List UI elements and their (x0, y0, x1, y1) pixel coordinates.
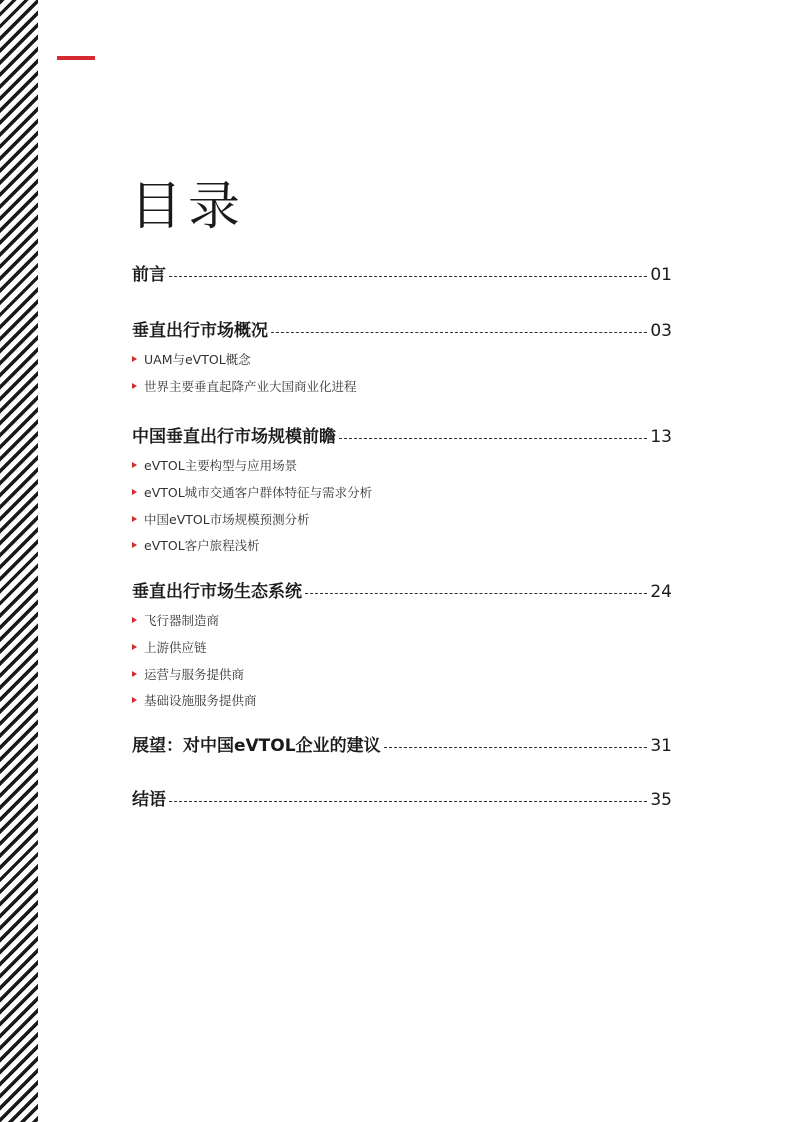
triangle-bullet-icon (132, 383, 137, 389)
toc-subitem[interactable]: UAM与eVTOL概念 (132, 346, 672, 373)
toc-section-ecosystem (132, 577, 672, 714)
toc-section-china-market-size (132, 422, 672, 559)
triangle-bullet-icon (132, 697, 137, 703)
toc-subitem[interactable]: 世界主要垂直起降产业大国商业化进程 (132, 373, 672, 400)
toc-page-number: 13 (650, 427, 672, 447)
toc-entry[interactable] (132, 316, 672, 342)
toc-entry[interactable] (132, 260, 672, 286)
toc-entry[interactable] (132, 731, 672, 757)
toc-subitem[interactable]: 运营与服务提供商 (132, 660, 672, 687)
dotted-leader (169, 801, 647, 802)
toc-subitem[interactable]: eVTOL城市交通客户群体特征与需求分析 (132, 479, 672, 506)
toc-subitem[interactable]: 中国eVTOL市场规模预测分析 (132, 505, 672, 532)
triangle-bullet-icon (132, 617, 137, 623)
toc-entry-label: 垂直出行市场生态系统 (132, 582, 302, 602)
toc-entry-label: 前言 (132, 265, 166, 285)
triangle-bullet-icon (132, 542, 137, 548)
toc-entry[interactable] (132, 422, 672, 448)
toc-subitem[interactable]: 基础设施服务提供商 (132, 687, 672, 714)
dotted-leader (169, 276, 647, 277)
toc-entry-label: 展望：对中国eVTOL企业的建议 (132, 736, 381, 756)
triangle-bullet-icon (132, 489, 137, 495)
toc-entry-label: 中国垂直出行市场规模前瞻 (132, 427, 336, 447)
dotted-leader (305, 593, 647, 594)
triangle-bullet-icon (132, 516, 137, 522)
toc-page-number: 24 (650, 582, 672, 602)
diagonal-stripe-border (0, 0, 38, 1122)
toc-subitem[interactable]: 上游供应链 (132, 634, 672, 661)
dotted-leader (271, 332, 647, 333)
toc-page-number: 03 (650, 321, 672, 341)
toc-entry-label: 结语 (132, 790, 166, 810)
toc-section-market-overview (132, 316, 672, 399)
triangle-bullet-icon (132, 644, 137, 650)
toc-entry[interactable] (132, 577, 672, 603)
toc-subitem[interactable]: 飞行器制造商 (132, 607, 672, 634)
toc-subitem[interactable]: eVTOL客户旅程浅析 (132, 532, 672, 559)
toc-section-preface (132, 260, 672, 286)
dotted-leader (384, 747, 648, 748)
page-title: 目录 (130, 176, 247, 237)
triangle-bullet-icon (132, 462, 137, 468)
toc-entry-label: 垂直出行市场概况 (132, 321, 268, 341)
toc-page-number: 01 (650, 265, 672, 285)
triangle-bullet-icon (132, 356, 137, 362)
triangle-bullet-icon (132, 671, 137, 677)
toc-section-conclusion (132, 785, 672, 811)
toc-page-number: 35 (650, 790, 672, 810)
toc-subitem[interactable]: eVTOL主要构型与应用场景 (132, 452, 672, 479)
red-accent-bar (57, 56, 95, 60)
toc-entry[interactable] (132, 785, 672, 811)
dotted-leader (339, 438, 647, 439)
toc-page-number: 31 (650, 736, 672, 756)
toc-section-outlook (132, 731, 672, 757)
